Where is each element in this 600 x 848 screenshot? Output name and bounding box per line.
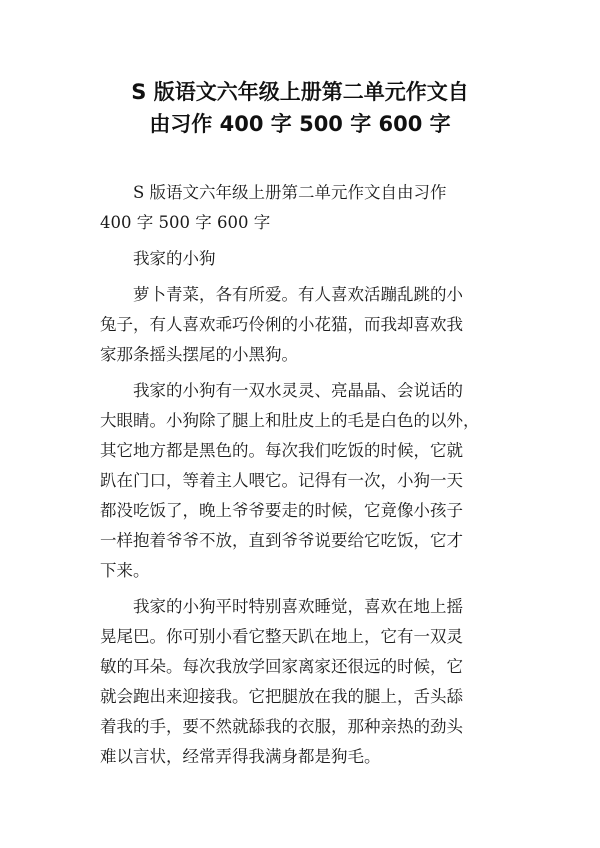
paragraph-line: 着我的手，要不然就舔我的衣服，那种亲热的劲头 bbox=[100, 717, 463, 736]
paragraph-subtitle bbox=[100, 178, 512, 238]
paragraph-line: 一样抱着爷爷不放，直到爷爷说要给它吃饭，它才 bbox=[100, 531, 463, 550]
paragraph-line: 我家的小狗平时特别喜欢睡觉，喜欢在地上摇 bbox=[133, 597, 463, 616]
paragraph-line: 难以言状，经常弄得我满身都是狗毛。 bbox=[100, 747, 381, 766]
paragraph-line: 400 字 500 字 600 字 bbox=[100, 213, 271, 232]
paragraph-line: 家那条摇头摆尾的小黑狗。 bbox=[100, 345, 298, 364]
paragraph-line: 兔子，有人喜欢乖巧伶俐的小花猫，而我却喜欢我 bbox=[100, 315, 463, 334]
essay-heading bbox=[100, 244, 512, 274]
paragraph-line: 大眼睛。小狗除了腿上和肚皮上的毛是白色的以外， bbox=[100, 411, 480, 430]
paragraph-line: 晃尾巴。你可别小看它整天趴在地上，它有一双灵 bbox=[100, 627, 463, 646]
title-line: 由习作 400 字 500 字 600 字 bbox=[149, 112, 451, 136]
paragraph-line: 萝卜青菜，各有所爱。有人喜欢活蹦乱跳的小 bbox=[133, 285, 463, 304]
paragraph-line: 就会跑出来迎接我。它把腿放在我的腿上，舌头舔 bbox=[100, 687, 463, 706]
paragraph-line: 下来。 bbox=[100, 561, 150, 580]
paragraph-line: 其它地方都是黑色的。每次我们吃饭的时候，它就 bbox=[100, 441, 463, 460]
paragraph-line: 我家的小狗有一双水灵灵、亮晶晶、会说话的 bbox=[133, 381, 463, 400]
document-body bbox=[100, 178, 512, 772]
paragraph-line: 我家的小狗 bbox=[133, 249, 216, 268]
title-line: S 版语文六年级上册第二单元作文自 bbox=[131, 80, 469, 104]
document-title bbox=[60, 76, 540, 140]
paragraph bbox=[100, 592, 512, 772]
paragraph-line: S 版语文六年级上册第二单元作文自由习作 bbox=[133, 183, 447, 202]
paragraph-line: 都没吃饭了，晚上爷爷要走的时候，它竟像小孩子 bbox=[100, 501, 463, 520]
paragraph-line: 趴在门口，等着主人喂它。记得有一次，小狗一天 bbox=[100, 471, 463, 490]
paragraph bbox=[100, 280, 512, 370]
paragraph-line: 敏的耳朵。每次我放学回家离家还很远的时候，它 bbox=[100, 657, 463, 676]
paragraph bbox=[100, 376, 512, 586]
